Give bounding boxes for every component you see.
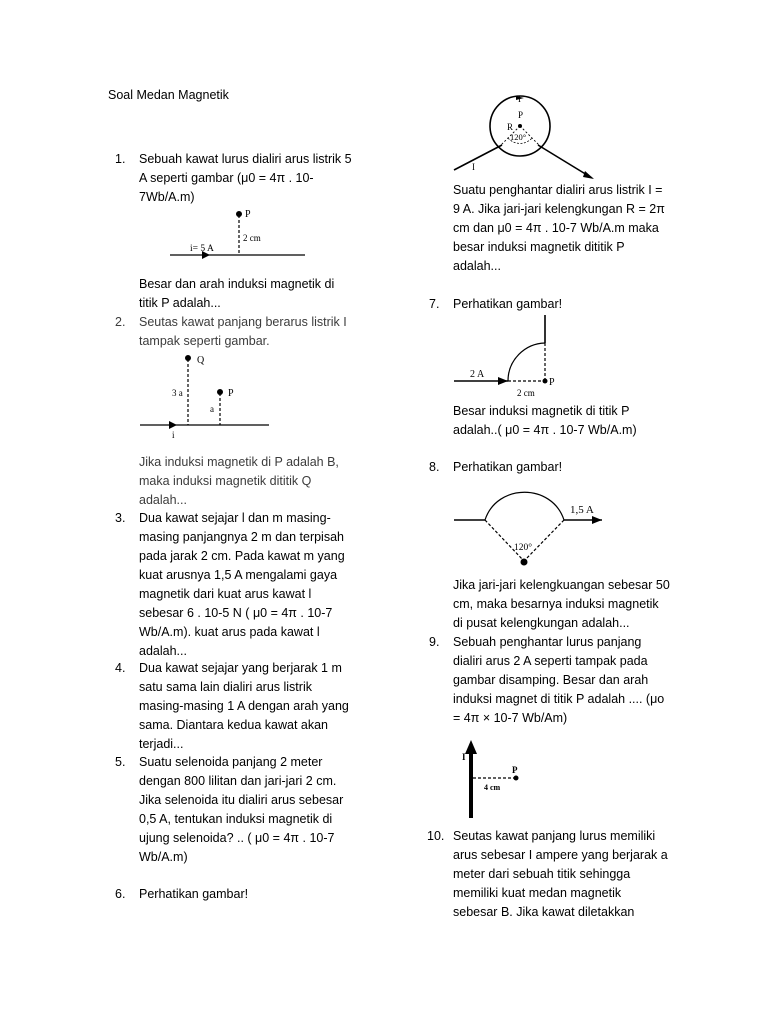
label-angle: 120° (514, 543, 533, 553)
point-p (236, 211, 242, 217)
figure-q6 (452, 88, 642, 188)
arrow-icon (498, 377, 508, 385)
question-number: 9. (429, 635, 440, 649)
point-p (514, 776, 519, 781)
label-i-left: I (472, 162, 475, 172)
figure-q2 (140, 352, 280, 442)
question-8-prompt (453, 576, 713, 633)
label-i: I (462, 752, 466, 762)
question-1 (115, 150, 399, 207)
page-title: Soal Medan Magnetik (108, 88, 229, 102)
question-7-prompt (453, 402, 713, 440)
question-number: 2. (115, 315, 126, 329)
arrow-icon (592, 516, 602, 524)
question-3 (115, 509, 399, 661)
question-2 (115, 313, 399, 351)
question-10 (427, 827, 713, 922)
label-current: i= 5 A (190, 244, 214, 254)
label-p: P (512, 765, 518, 775)
center-point (521, 559, 528, 566)
arrow-icon (465, 740, 477, 754)
quarter-arc (508, 343, 545, 381)
label-current: 1,5 A (570, 504, 594, 516)
figure-q7 (452, 314, 582, 404)
question-text: Dua kawat sejajar yang berjarak 1 m satu sama lain dialiri arus listrik masing-masing 1 A dengan arah yang sama. Diantara kedua kawat akan terjadi... (139, 661, 349, 751)
label-i: i (172, 430, 175, 440)
question-text: Jika induksi magnetik di P adalah B, maka induksi magnetik dititik Q adalah... (139, 455, 339, 507)
question-text: Sebuah kawat lurus dialiri arus listrik 5 A seperti gambar (μ0 = 4π . 10- 7Wb/A.m) (139, 152, 352, 204)
point-p (217, 389, 223, 395)
label-p: P (549, 377, 555, 388)
label-distance: 4 cm (484, 783, 501, 792)
question-text: Jika jari-jari kelengkuangan sebesar 50 cm, maka besarnya induksi magnetik di pusat kelengkungan adalah... (453, 578, 670, 630)
radius-line (485, 520, 524, 561)
question-text: Sebuah penghantar lurus panjang dialiri arus 2 A seperti tampak pada gambar disamping. Besar dan arah induksi magnet di titik P adalah .... (μo = 4π × 10-7 Wb/Am) (453, 635, 665, 725)
point-p (518, 124, 522, 128)
question-text: Dua kawat sejajar l dan m masing- masing panjangnya 2 m dan terpisah pada jarak 2 cm. Pada kawat m yang kuat arusnya 1,5 A mengalami gaya magnetik dari kuat arus kawat l sebesar 6 . 10-5 N ( μ0 = 4π . 10-7 Wb/A.m). kuat arus pada kawat l adalah... (139, 511, 345, 658)
question-number: 4. (115, 661, 126, 675)
wire (469, 752, 473, 818)
question-number: 6. (115, 887, 126, 901)
label-current: 2 A (470, 369, 485, 380)
question-text: Perhatikan gambar! (453, 460, 563, 474)
question-text: Seutas kawat panjang lurus memiliki arus sebesar I ampere yang berjarak a meter dari sebuah titik sehingga memiliki kuat medan magnetik sebesar B. Jika kawat diletakkan (453, 829, 668, 919)
question-1-prompt (139, 275, 399, 313)
label-a: a (210, 404, 214, 414)
question-number: 7. (429, 297, 440, 311)
question-6 (115, 885, 399, 904)
question-4 (115, 659, 399, 754)
arrow-icon (583, 171, 594, 179)
question-number: 10. (427, 829, 445, 843)
question-number: 5. (115, 755, 126, 769)
question-7 (429, 295, 713, 314)
radius-line (524, 520, 564, 561)
arc (485, 492, 564, 520)
label-q: Q (197, 355, 205, 366)
question-2-prompt (139, 453, 399, 510)
point-p (543, 379, 548, 384)
question-number: 8. (429, 460, 440, 474)
label-3a: 3 a (172, 388, 183, 398)
label-distance: 2 cm (243, 233, 261, 243)
question-text: Perhatikan gambar! (453, 297, 563, 311)
question-text: Perhatikan gambar! (139, 887, 249, 901)
label-i-top: I (518, 94, 521, 104)
question-9 (429, 633, 713, 728)
figure-q8 (452, 485, 622, 575)
label-p: P (518, 110, 524, 120)
label-p: P (245, 209, 251, 220)
question-number: 1. (115, 152, 126, 166)
label-angle: 120° (510, 132, 527, 142)
question-text: Besar induksi magnetik di titik P adalah..( μ0 = 4π . 10-7 Wb/A.m) (453, 404, 637, 437)
figure-q9 (455, 738, 535, 818)
label-r: R (507, 122, 514, 132)
wire-right (538, 145, 592, 178)
question-text: Suatu selenoida panjang 2 meter dengan 800 lilitan dan jari-jari 2 cm. Jika selenoida itu dialiri arus sebesar 0,5 A, tentukan induksi magnetik di ujung selenoida? .. ( μ0 = 4π . 10-7 Wb/A.m) (139, 755, 344, 864)
label-p: P (228, 388, 234, 399)
question-5 (115, 753, 399, 867)
question-8 (429, 458, 713, 477)
label-distance: 2 cm (517, 388, 535, 398)
figure-q1 (170, 205, 310, 265)
question-text: Besar dan arah induksi magnetik di titik P adalah... (139, 277, 335, 310)
question-number: 3. (115, 511, 126, 525)
question-6-prompt (453, 181, 713, 276)
point-q (185, 355, 191, 361)
question-text: Suatu penghantar dialiri arus listrik I = 9 A. Jika jari-jari kelengkungan R = 2π cm dan μ0 = 4π . 10-7 Wb/A.m maka besar induksi magnetik dititik P adalah... (453, 183, 665, 273)
arrow-icon (169, 421, 177, 429)
question-text: Seutas kawat panjang berarus listrik I tampak seperti gambar. (139, 315, 347, 348)
wire-left (454, 145, 502, 170)
